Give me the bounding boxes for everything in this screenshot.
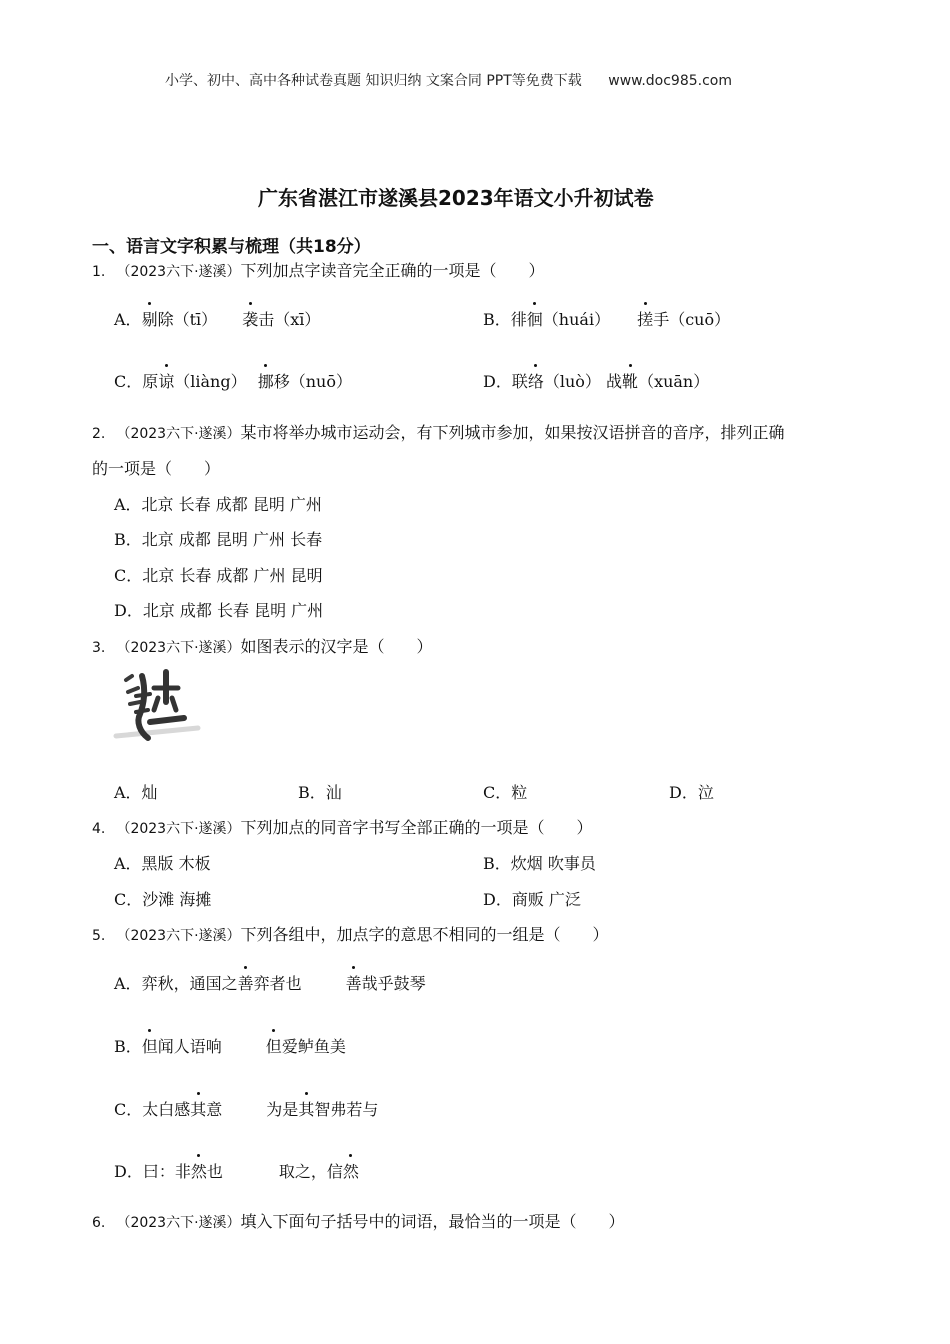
header-text: 小学、初中、高中各种试卷真题 知识归纳 文案合同 PPT等免费下载 xyxy=(165,73,582,89)
dotted-char: 其 xyxy=(190,1097,206,1120)
option-text: （xuān） xyxy=(638,372,710,391)
question-1 xyxy=(92,258,545,281)
q4-option-a[interactable]: A．黑版 木板 xyxy=(114,854,211,873)
option-label: A． xyxy=(114,974,142,993)
section-heading: 一、语言文字积累与梳理（共18分） xyxy=(92,237,371,257)
q4-option-b[interactable]: B．炊烟 吹事员 xyxy=(483,854,596,873)
ancient-character-image xyxy=(112,666,202,746)
dotted-char: 剔 xyxy=(142,307,158,330)
option-text: 爱鲈鱼美 xyxy=(281,1037,346,1056)
q3-option-d[interactable]: D．泣 xyxy=(669,783,714,802)
q3-option-b[interactable]: B．汕 xyxy=(298,783,342,802)
question-number: 1. xyxy=(92,264,106,280)
question-source: （2023六下·遂溪） xyxy=(116,821,241,837)
option-text: （huái） xyxy=(542,310,611,329)
question-number: 3. xyxy=(92,640,106,656)
question-2-stem-cont: 的一项是（ ） xyxy=(92,459,221,478)
option-text: 徘 xyxy=(510,310,527,329)
option-label: B． xyxy=(114,1037,142,1056)
option-text: 为是 xyxy=(266,1100,299,1119)
question-source: （2023六下·遂溪） xyxy=(116,264,241,280)
option-text: （liàng） xyxy=(174,372,247,391)
option-text: 弈者也 xyxy=(253,974,302,993)
dotted-char: 靴 xyxy=(622,369,638,392)
option-label: D． xyxy=(483,372,512,391)
option-text: 战 xyxy=(606,372,623,391)
option-text: 太白感 xyxy=(142,1100,191,1119)
q5-option-c[interactable] xyxy=(114,1097,378,1120)
option-label: B． xyxy=(483,310,511,329)
option-text: 闻人语响 xyxy=(157,1037,222,1056)
question-5 xyxy=(92,922,609,945)
question-number: 4. xyxy=(92,821,106,837)
option-label: C． xyxy=(114,372,143,391)
q5-option-d[interactable] xyxy=(114,1159,359,1182)
q4-option-c[interactable]: C．沙滩 海摊 xyxy=(114,890,212,909)
dotted-char: 善 xyxy=(238,971,254,994)
question-number: 2. xyxy=(92,426,106,442)
q1-option-b[interactable] xyxy=(483,307,730,330)
option-text: 原 xyxy=(142,372,159,391)
q1-option-c[interactable] xyxy=(114,369,352,392)
option-text: 联 xyxy=(511,372,528,391)
question-6 xyxy=(92,1209,625,1232)
dotted-char: 袭 xyxy=(242,307,258,330)
dotted-char: 谅 xyxy=(158,369,174,392)
header-banner xyxy=(165,70,732,90)
q3-option-c[interactable]: C．粒 xyxy=(483,783,528,802)
dotted-char: 其 xyxy=(298,1097,314,1120)
question-stem: 如图表示的汉字是（ ） xyxy=(240,637,433,656)
question-stem: 下列加点的同音字书写全部正确的一项是（ ） xyxy=(240,818,593,837)
q4-option-d[interactable]: D．商贩 广泛 xyxy=(483,890,581,909)
question-source: （2023六下·遂溪） xyxy=(116,426,241,442)
dotted-char: 然 xyxy=(343,1159,359,1182)
dotted-char: 但 xyxy=(266,1034,282,1057)
q5-option-a[interactable] xyxy=(114,971,426,994)
question-stem: 下列加点字读音完全正确的一项是（ ） xyxy=(240,261,545,280)
question-number: 5. xyxy=(92,928,106,944)
option-label: D． xyxy=(114,1162,143,1181)
q1-option-a[interactable] xyxy=(114,307,320,330)
option-text: 取之，信 xyxy=(278,1162,343,1181)
question-source: （2023六下·遂溪） xyxy=(116,640,241,656)
q3-option-a[interactable]: A．灿 xyxy=(114,783,158,802)
dotted-char: 搓 xyxy=(637,307,653,330)
dotted-char: 但 xyxy=(142,1034,158,1057)
option-text: 智弗若与 xyxy=(314,1100,379,1119)
q1-option-d[interactable] xyxy=(483,369,709,392)
question-stem: 下列各组中，加点字的意思不相同的一组是（ ） xyxy=(240,925,609,944)
q5-option-b[interactable] xyxy=(114,1034,346,1057)
header-url[interactable]: www.doc985.com xyxy=(608,73,732,89)
option-text: 击（xī） xyxy=(258,310,321,329)
question-2 xyxy=(92,420,785,443)
option-text: 除（tī） xyxy=(157,310,218,329)
dotted-char: 络 xyxy=(528,369,544,392)
q2-option-d[interactable]: D．北京 成都 长春 昆明 广州 xyxy=(114,601,324,620)
question-stem: 填入下面句子括号中的词语，最恰当的一项是（ ） xyxy=(240,1212,625,1231)
q2-option-b[interactable]: B．北京 成都 昆明 广州 长春 xyxy=(114,530,323,549)
option-label: A． xyxy=(114,310,142,329)
page-title: 广东省湛江市遂溪县2023年语文小升初试卷 xyxy=(258,186,654,210)
option-label: C． xyxy=(114,1100,143,1119)
question-4 xyxy=(92,815,593,838)
q2-option-c[interactable]: C．北京 长春 成都 广州 昆明 xyxy=(114,566,323,585)
option-text: 也 xyxy=(206,1162,223,1181)
q2-option-a[interactable]: A．北京 长春 成都 昆明 广州 xyxy=(114,495,322,514)
question-3 xyxy=(92,634,433,657)
dotted-char: 然 xyxy=(191,1159,207,1182)
question-stem: 某市将举办城市运动会，有下列城市参加，如果按汉语拼音的音序，排列正确 xyxy=(240,423,785,442)
question-source: （2023六下·遂溪） xyxy=(116,928,241,944)
question-source: （2023六下·遂溪） xyxy=(116,1215,241,1231)
dotted-char: 善 xyxy=(346,971,362,994)
option-text: （luò） xyxy=(543,372,601,391)
option-text: 意 xyxy=(206,1100,223,1119)
option-text: 手（cuō） xyxy=(653,310,731,329)
option-text: 弈秋，通国之 xyxy=(141,974,238,993)
question-number: 6. xyxy=(92,1215,106,1231)
dotted-char: 挪 xyxy=(258,369,274,392)
dotted-char: 徊 xyxy=(527,307,543,330)
option-text: 哉乎鼓琴 xyxy=(361,974,426,993)
option-text: 移（nuō） xyxy=(273,372,352,391)
option-text: 曰：非 xyxy=(142,1162,191,1181)
